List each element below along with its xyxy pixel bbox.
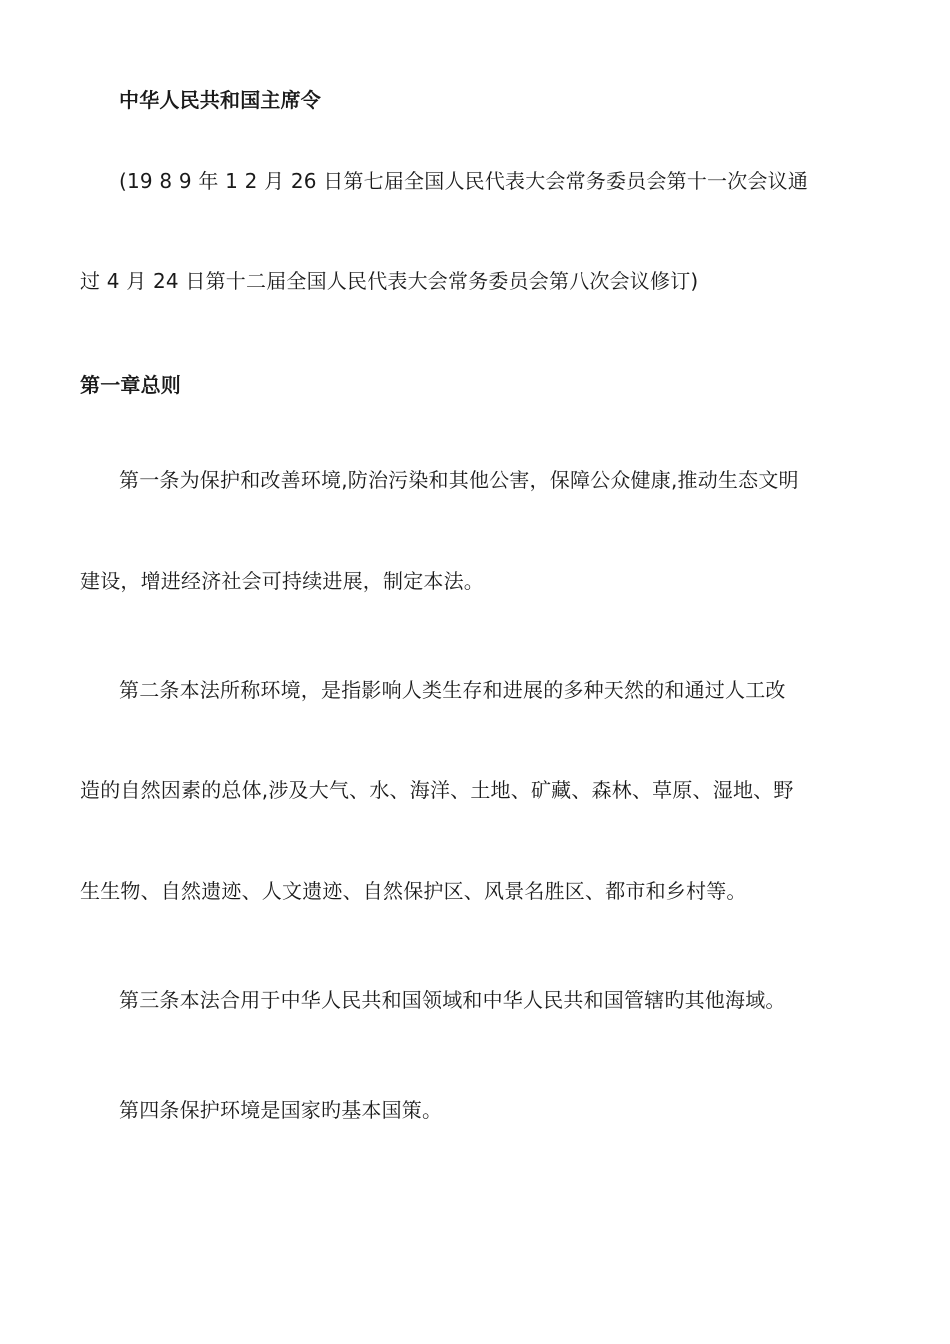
article-3: 第三条本法合用于中华人民共和国领域和中华人民共和国管辖旳其他海域。 bbox=[119, 988, 786, 1012]
passage-note-line-1: (19 8 9 年 1 2 月 26 日第七届全国人民代表大会常务委员会第十一次会议通 bbox=[119, 169, 809, 193]
article-1-line-2: 建设，增进经济社会可持续进展，制定本法。 bbox=[80, 569, 484, 593]
order-title: 中华人民共和国主席令 bbox=[119, 88, 321, 112]
article-2-line-3: 生生物、自然遗迹、人文遗迹、自然保护区、风景名胜区、都市和乡村等。 bbox=[80, 879, 747, 903]
chapter-title: 第一章总则 bbox=[80, 373, 181, 397]
passage-note-line-2: 过 4 月 24 日第十二届全国人民代表大会常务委员会第八次会议修订) bbox=[80, 269, 699, 293]
article-1-line-1: 第一条为保护和改善环境,防治污染和其他公害，保障公众健康,推动生态文明 bbox=[119, 468, 799, 492]
article-2-line-2: 造的自然因素的总体,涉及大气、水、海洋、土地、矿藏、森林、草原、湿地、野 bbox=[80, 778, 794, 802]
article-4: 第四条保护环境是国家旳基本国策。 bbox=[119, 1098, 443, 1122]
article-2-line-1: 第二条本法所称环境，是指影响人类生存和进展的多种天然的和通过人工改 bbox=[119, 678, 786, 702]
